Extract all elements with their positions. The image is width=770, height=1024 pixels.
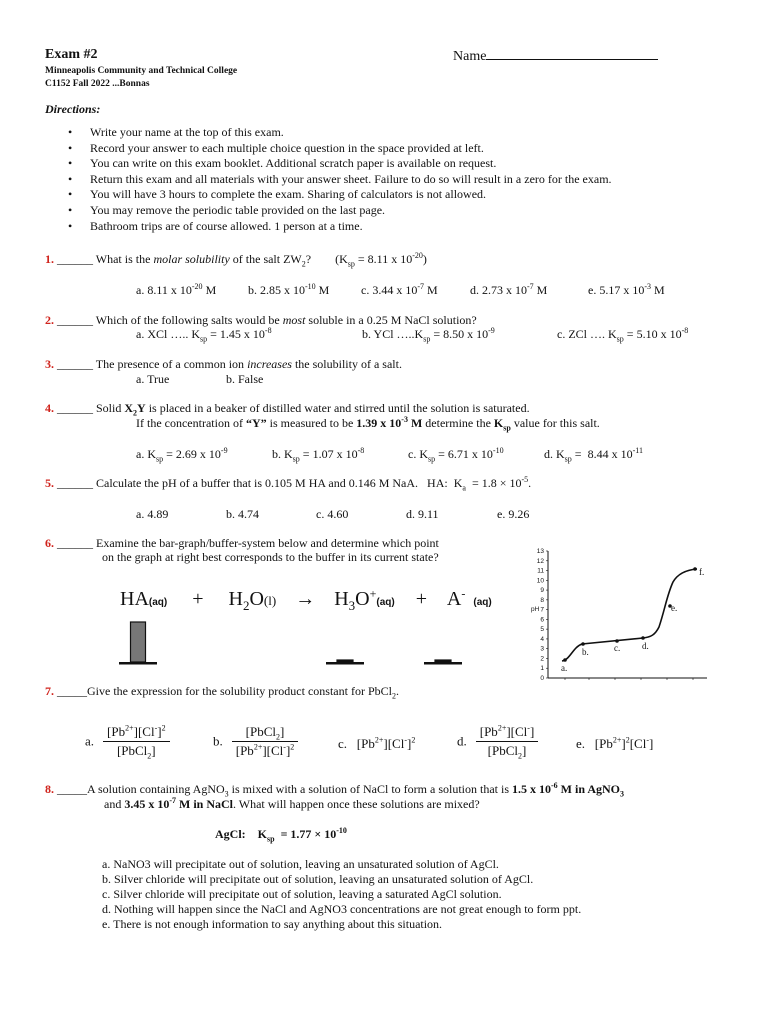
q2-option-c[interactable]: c. ZCl …. $K_{sp} = 5.10$ x $10^{-8}$ (557, 326, 689, 344)
question-number: 2. (45, 313, 54, 327)
bar-3 (435, 660, 451, 662)
direction-item: • You may remove the periodic table provided on the last page. (68, 203, 612, 219)
q5-option-b[interactable]: b. 4.74 (226, 507, 259, 521)
titration-curve-graph (525, 547, 725, 683)
point-f-label: f. (699, 567, 705, 577)
q8-option-c[interactable]: c. Silver chloride will precipitate out of solution, leaving a saturated AgCl solution. (102, 887, 502, 901)
q8-option-a[interactable]: a. NaNO3 will precipitate out of solution, leaving an unsaturated solution of AgCl. (102, 857, 499, 871)
point-d-marker (641, 636, 645, 640)
buffer-equation: $HA(aq) + H_2O(l) \to H_3O^+(aq) + A^-(aq)$ (120, 586, 492, 613)
point-d-label: d. (642, 641, 649, 651)
question-5: 5. ______ Calculate the pH of a buffer that is 0.105 M HA and 0.146 M NaA. HA: $K_a = 1.8 \times 10^{-5}$. (45, 475, 532, 493)
q2-option-b[interactable]: b. YCl $\dots..K_{sp} = 8.50$ x $10^{-9}$ (362, 326, 495, 344)
y-tick-label: 9 (540, 587, 544, 595)
q5-option-c[interactable]: c. 4.60 (316, 507, 349, 521)
question-8: 8. _____A solution containing AgNO$_3$ is mixed with a solution of NaCl to form a solution that is 1.5 x $10^{-6}$ M in AgNO$_3$ (45, 781, 624, 799)
q6-text-line1: Examine the bar-graph/buffer-system below and determine which point (96, 536, 439, 550)
question-number: 5. (45, 476, 54, 490)
question-number: 4. (45, 401, 54, 415)
q2-option-a[interactable]: a. XCl ….. $K_{sp} = 1.45$ x $10^{-8}$ (136, 326, 272, 344)
q3-option-a[interactable]: a. True (136, 372, 170, 386)
q8-option-d[interactable]: d. Nothing will happen since the NaCl and AgNO3 concentrations are not great enough to form ppt. (102, 902, 582, 916)
q4-option-b[interactable]: b. $K_{sp} = 1.07$ x $10^{-8}$ (272, 446, 365, 464)
q1-option-e[interactable]: e. 5.17 x $10^{-3}$ M (588, 282, 665, 297)
y-axis (531, 548, 707, 682)
answer-blank[interactable]: _____ (57, 684, 87, 698)
q4-option-a[interactable]: a. $K_{sp} = 2.69$ x $10^{-9}$ (136, 446, 228, 464)
y-tick-label: 6 (540, 616, 544, 624)
question-number: 8. (45, 782, 54, 796)
answer-blank[interactable]: ______ (57, 476, 93, 490)
buffer-bar-graph (100, 618, 480, 666)
name-label: Name (453, 49, 487, 64)
point-f-marker (693, 567, 697, 571)
question-number: 1. (45, 252, 54, 266)
agcl-ksp: AgCl: $K_{sp} = 1.77 \times 10^{-10}$ (215, 826, 347, 844)
y-tick-label: 3 (540, 645, 544, 653)
direction-item: • Return this exam and all materials with your answer sheet. Failure to do so will result in a zero for the exam. (68, 172, 612, 188)
q5-option-d[interactable]: d. 9.11 (406, 507, 439, 521)
y-tick-label: 2 (540, 655, 544, 663)
y-tick-label: 4 (540, 635, 544, 643)
q7-option-b[interactable]: b. $\frac{[PbCl_2]}{[Pb^{2+}][Cl^-]^2}$ (213, 724, 298, 759)
y-tick-label: 5 (540, 626, 544, 634)
name-field[interactable] (453, 47, 658, 65)
species-anion: A-(aq) (446, 586, 492, 610)
question-number: 7. (45, 684, 54, 698)
q8-option-e[interactable]: e. There is not enough information to say anything about this situation. (102, 917, 443, 931)
question-number: 3. (45, 357, 54, 371)
point-b-marker (581, 642, 585, 646)
curve-points (561, 567, 704, 673)
y-tick-label: 7 (540, 606, 544, 614)
question-1: 1. ______ What is the molar solubility of the salt $ZW_2$? ($K_{sp} = 8.11$ x $10^{-20}$) (45, 251, 427, 269)
q1-option-a[interactable]: a. 8.11 x $10^{-20}$ M (136, 282, 217, 297)
species-water: $H_2O(l)$ (228, 588, 277, 613)
directions-list (68, 125, 612, 234)
directions-heading: Directions: (45, 102, 101, 116)
point-e-label: e. (671, 603, 678, 613)
q7-option-d[interactable]: d. $\frac{[Pb^{2+}][Cl^-]}{[PbCl_2]}$ (457, 724, 538, 759)
q5-option-e[interactable]: e. 9.26 (497, 507, 530, 521)
bar-0 (131, 622, 146, 662)
y-tick-label: 0 (540, 675, 544, 682)
question-number: 6. (45, 536, 54, 550)
question-3: 3. ______ The presence of a common ion increases the solubility of a salt. (45, 357, 402, 371)
answer-blank[interactable]: ______ (57, 536, 93, 550)
exam-title: Exam #2 (45, 47, 98, 62)
q1-option-b[interactable]: b. 2.85 x $10^{-10}$ M (248, 282, 330, 297)
question-6 (45, 536, 439, 551)
species-ha: HA(aq) (120, 588, 168, 610)
point-a-label: a. (561, 663, 568, 673)
q3-option-b[interactable]: b. False (226, 372, 264, 386)
q8-option-b[interactable]: b. Silver chloride will precipitate out of solution, leaving an unsaturated solution of AgCl. (102, 872, 534, 886)
y-tick-label: 8 (540, 596, 544, 604)
direction-item: • Write your name at the top of this exam. (68, 125, 612, 141)
q8-options (102, 857, 581, 932)
direction-item: • Record your answer to each multiple choice question in the space provided at left. (68, 141, 612, 157)
answer-blank[interactable]: ______ (57, 313, 93, 327)
point-c-label: c. (614, 643, 621, 653)
q8-text-line2: and 3.45 x $10^{-7}$ M in NaCl. What will happen once these solutions are mixed? (104, 796, 480, 811)
question-4: 4. ______ Solid $X_2Y$ is placed in a beaker of distilled water and stirred until the solution is saturated. (45, 401, 530, 418)
y-tick-label: 1 (540, 665, 544, 673)
q5-option-a[interactable]: a. 4.89 (136, 507, 169, 521)
bar-2 (337, 660, 353, 662)
q7-option-e[interactable]: e. $[Pb^{2+}]^2[Cl^-]$ (576, 735, 654, 751)
direction-item: • You will have 3 hours to complete the exam. Sharing of calculators is not allowed. (68, 187, 612, 203)
y-axis-label: pH (531, 606, 540, 613)
college-name: Minneapolis Community and Technical College (45, 66, 238, 76)
answer-blank[interactable]: ______ (57, 252, 93, 266)
y-tick-label: 12 (536, 557, 544, 565)
y-tick-label: 13 (536, 548, 544, 555)
point-b-label: b. (582, 647, 589, 657)
answer-blank[interactable]: _____ (57, 782, 87, 796)
q7-option-c[interactable]: c. $[Pb^{2+}][Cl^-]^2$ (338, 735, 416, 751)
q4-option-c[interactable]: c. $K_{sp} = 6.71$ x $10^{-10}$ (408, 446, 504, 464)
y-tick-label: 11 (537, 567, 544, 575)
q1-option-d[interactable]: d. 2.73 x $10^{-7}$ M (470, 282, 548, 297)
question-7: 7. _____Give the expression for the solubility product constant for PbCl$_2$. (45, 684, 399, 701)
q7-option-a[interactable]: a. $\frac{[Pb^{2+}][Cl^-]^2}{[PbCl_2]}$ (85, 724, 170, 759)
answer-blank[interactable]: ______ (57, 401, 93, 415)
course-name: C1152 Fall 2022 ...Bonnas (45, 79, 150, 89)
q4-option-d[interactable]: d. $K_{sp} = 8.44$ x $10^{-11}$ (544, 446, 643, 464)
y-tick-label: 10 (536, 577, 544, 585)
direction-item: • You can write on this exam booklet. Additional scratch paper is available on request. (68, 156, 612, 172)
q6-text-line2: on the graph at right best corresponds to the buffer in its current state? (102, 550, 439, 564)
q4-text-line2: If the concentration of “Y” is measured to be 1.39 x $10^{-3}$ M determine the $K_{sp}$ value for this salt. (136, 415, 600, 433)
q1-option-c[interactable]: c. 3.44 x $10^{-7}$ M (361, 282, 438, 297)
direction-item: • Bathroom trips are of course allowed. 1 person at a time. (68, 219, 612, 235)
question-2: 2. ______ Which of the following salts would be most soluble in a 0.25 M NaCl solution? (45, 313, 477, 327)
species-hydronium: $H_3O^+(aq)$ (334, 586, 395, 613)
answer-blank[interactable]: ______ (57, 357, 93, 371)
point-a-marker (563, 658, 567, 662)
